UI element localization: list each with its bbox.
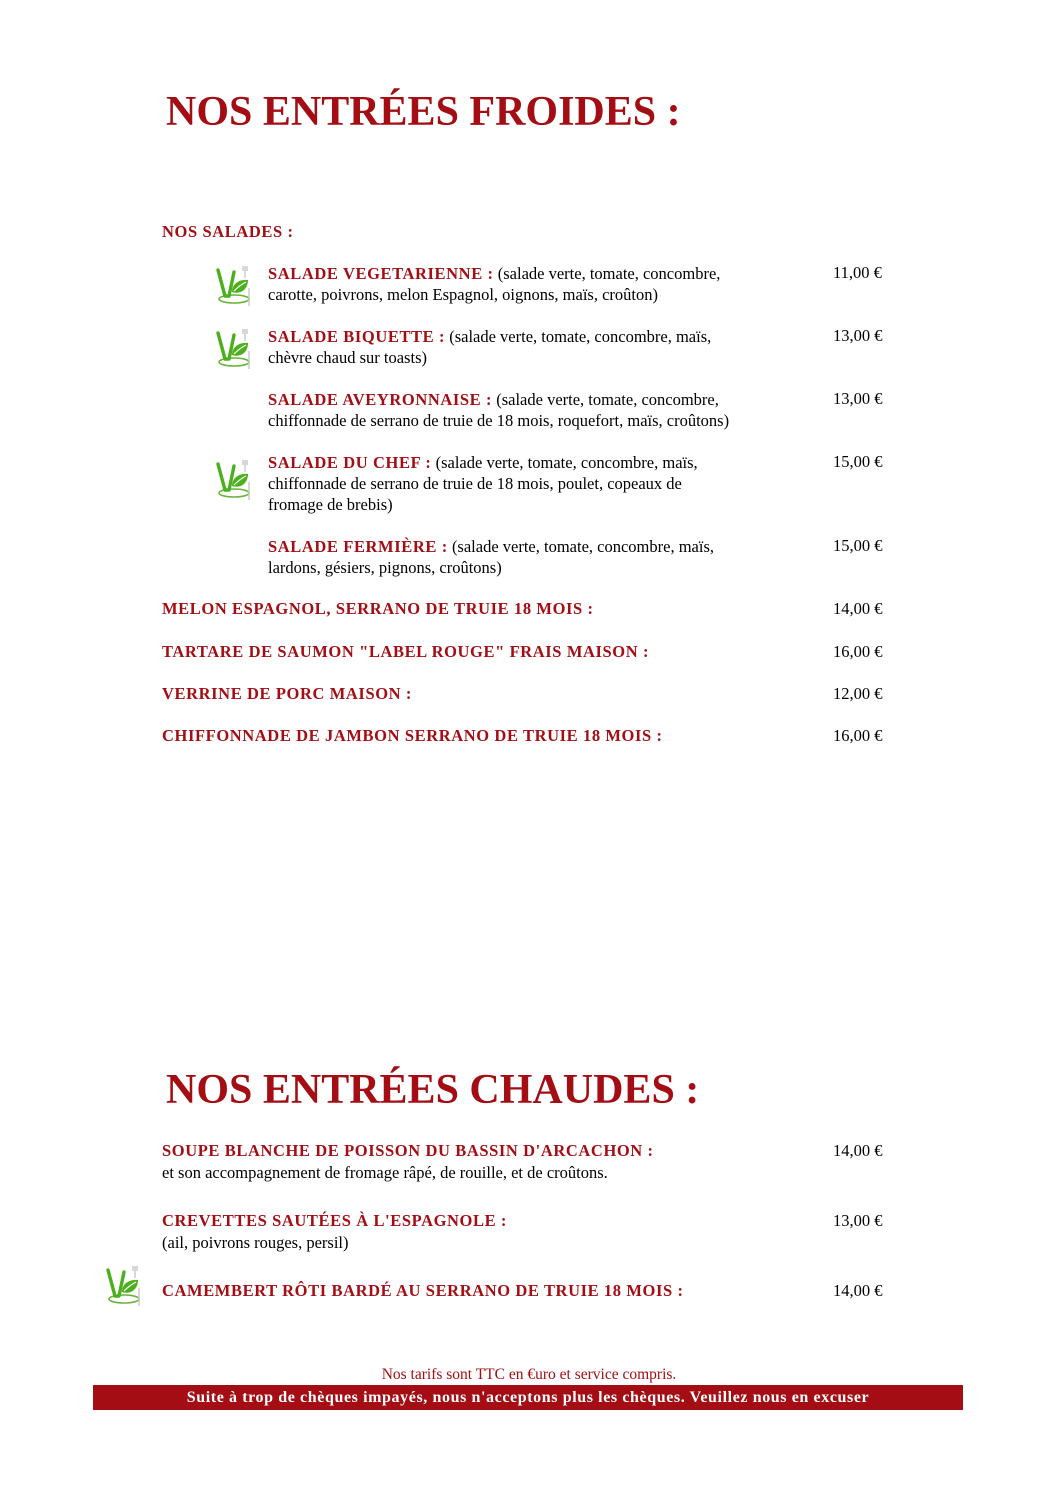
pricing-note: Nos tarifs sont TTC en €uro et service compris. xyxy=(381,1366,677,1383)
salad-desc: (salade verte, tomate, concombre, maïs, xyxy=(431,453,698,472)
salad-price: 11,00 € xyxy=(833,263,882,282)
cold-item-name: VERRINE DE PORC MAISON : xyxy=(162,684,412,703)
salad-desc: (salade verte, tomate, concombre, xyxy=(493,264,721,283)
cold-item-name: MELON ESPAGNOL, SERRANO DE TRUIE 18 MOIS : xyxy=(162,599,594,618)
salad-price: 15,00 € xyxy=(833,536,883,555)
salad-name: SALADE FERMIÈRE : xyxy=(268,537,448,556)
salad-name: SALADE BIQUETTE : xyxy=(268,327,446,346)
cold-item-price: 12,00 € xyxy=(833,684,883,703)
salad-desc: fromage de brebis) xyxy=(268,495,393,514)
hot-item-desc: et son accompagnement de fromage râpé, de rouille, et de croûtons. xyxy=(162,1163,608,1182)
salad-name: SALADE AVEYRONNAISE : xyxy=(268,390,493,409)
salads-heading: NOS SALADES : xyxy=(162,222,294,241)
cold-section-title: NOS ENTRÉES FROIDES : xyxy=(166,89,681,135)
cold-item-name: TARTARE DE SAUMON "LABEL ROUGE" FRAIS MAISON : xyxy=(162,642,650,661)
vegetarian-icon xyxy=(102,1262,142,1308)
cheque-notice-banner: Suite à trop de chèques impayés, nous n'acceptons plus les chèques. Veuillez nous en excuser xyxy=(93,1385,963,1410)
salad-desc: carotte, poivrons, melon Espagnol, oignons, maïs, croûton) xyxy=(268,285,658,304)
salad-name: SALADE DU CHEF : xyxy=(268,453,432,472)
vegetarian-icon xyxy=(212,325,252,371)
salad-item xyxy=(268,452,818,515)
hot-item-name: SOUPE BLANCHE DE POISSON DU BASSIN D'ARCACHON : xyxy=(162,1141,654,1160)
salad-desc: (salade verte, tomate, concombre, maïs, xyxy=(445,327,712,346)
hot-item-name: CREVETTES SAUTÉES À L'ESPAGNOLE : xyxy=(162,1211,507,1230)
salad-name: SALADE VEGETARIENNE : xyxy=(268,264,494,283)
salad-desc: lardons, gésiers, pignons, croûtons) xyxy=(268,558,502,577)
salad-item xyxy=(268,326,818,368)
salad-desc: chiffonnade de serrano de truie de 18 mois, roquefort, maïs, croûtons) xyxy=(268,411,730,430)
hot-item-desc: (ail, poivrons rouges, persil) xyxy=(162,1233,349,1252)
salad-price: 13,00 € xyxy=(833,389,883,408)
salad-desc: chiffonnade de serrano de truie de 18 mois, poulet, copeaux de xyxy=(268,474,682,493)
salad-price: 15,00 € xyxy=(833,452,883,471)
salad-price: 13,00 € xyxy=(833,326,883,345)
salad-desc: chèvre chaud sur toasts) xyxy=(268,348,427,367)
salad-desc: (salade verte, tomate, concombre, xyxy=(492,390,719,409)
cold-item-name: CHIFFONNADE DE JAMBON SERRANO DE TRUIE 18 MOIS : xyxy=(162,726,663,745)
salad-item xyxy=(268,389,828,431)
vegetarian-icon xyxy=(212,456,252,502)
cold-item-price: 16,00 € xyxy=(833,726,883,745)
hot-item-price: 13,00 € xyxy=(833,1211,883,1230)
hot-item-price: 14,00 € xyxy=(833,1141,883,1160)
salad-desc: (salade verte, tomate, concombre, maïs, xyxy=(447,537,714,556)
salad-item xyxy=(268,536,818,578)
cold-item-price: 16,00 € xyxy=(833,642,883,661)
hot-item-name: CAMEMBERT RÔTI BARDÉ AU SERRANO DE TRUIE 18 MOIS : xyxy=(162,1281,684,1300)
salad-item xyxy=(268,263,818,305)
vegetarian-icon xyxy=(212,262,252,308)
cold-item-price: 14,00 € xyxy=(833,599,883,618)
hot-item-price: 14,00 € xyxy=(833,1281,883,1300)
hot-section-title: NOS ENTRÉES CHAUDES : xyxy=(166,1067,700,1113)
